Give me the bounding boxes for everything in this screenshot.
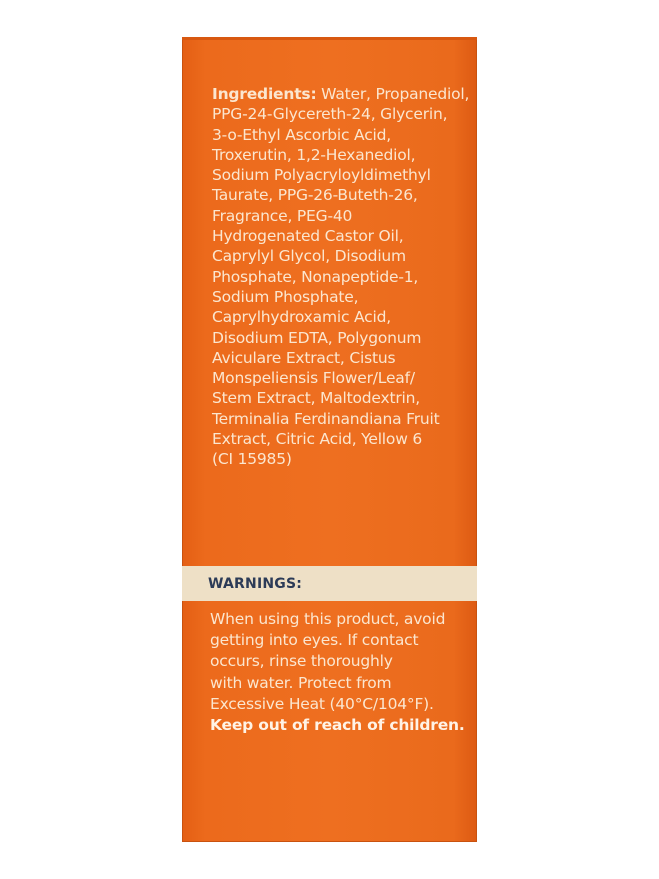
warnings-line: with water. Protect from xyxy=(210,673,392,692)
ingredients-text xyxy=(212,84,474,470)
ingredients-line: Sodium Phosphate, xyxy=(212,287,359,306)
box-top-edge xyxy=(182,37,477,40)
ingredients-line: Terminalia Ferdinandiana Fruit xyxy=(212,409,440,428)
ingredients-line: 3-o-Ethyl Ascorbic Acid, xyxy=(212,125,391,144)
ingredients-line: Aviculare Extract, Cistus xyxy=(212,348,396,367)
ingredients-line: Sodium Polyacryloyldimethyl xyxy=(212,166,431,185)
ingredients-line: PPG-24-Glycereth-24, Glycerin, xyxy=(212,105,448,124)
ingredients-line: Extract, Citric Acid, Yellow 6 xyxy=(212,430,423,449)
ingredients-line: Hydrogenated Castor Oil, xyxy=(212,227,404,246)
ingredients-line: Fragrance, PEG-40 xyxy=(212,206,353,225)
ingredients-label: Ingredients: xyxy=(212,85,317,103)
warnings-title: WARNINGS: xyxy=(208,576,303,592)
ingredients-line: Taurate, PPG-26-Buteth-26, xyxy=(212,186,418,205)
ingredients-line: Caprylyl Glycol, Disodium xyxy=(212,247,406,266)
warnings-line: occurs, rinse thoroughly xyxy=(210,652,393,671)
keep-out-of-reach-warning: Keep out of reach of children. xyxy=(210,716,465,735)
ingredients-line: (CI 15985) xyxy=(212,450,292,469)
ingredients-line: Stem Extract, Maltodextrin, xyxy=(212,389,420,408)
warnings-line: When using this product, avoid xyxy=(210,610,446,628)
ingredients-line: Monspeliensis Flower/Leaf/ xyxy=(212,369,415,388)
ingredients-line: Ingredients: Water, Propanediol, xyxy=(212,85,470,103)
warnings-line: Excessive Heat (40°C/104°F). xyxy=(210,694,434,713)
warnings-line: getting into eyes. If contact xyxy=(210,631,419,650)
ingredients-line: Troxerutin, 1,2-Hexanediol, xyxy=(212,145,416,164)
ingredients-line: Phosphate, Nonapeptide-1, xyxy=(212,267,419,286)
ingredients-line: Disodium EDTA, Polygonum xyxy=(212,328,422,347)
warnings-text xyxy=(210,609,472,736)
ingredients-line: Caprylhydroxamic Acid, xyxy=(212,308,391,327)
